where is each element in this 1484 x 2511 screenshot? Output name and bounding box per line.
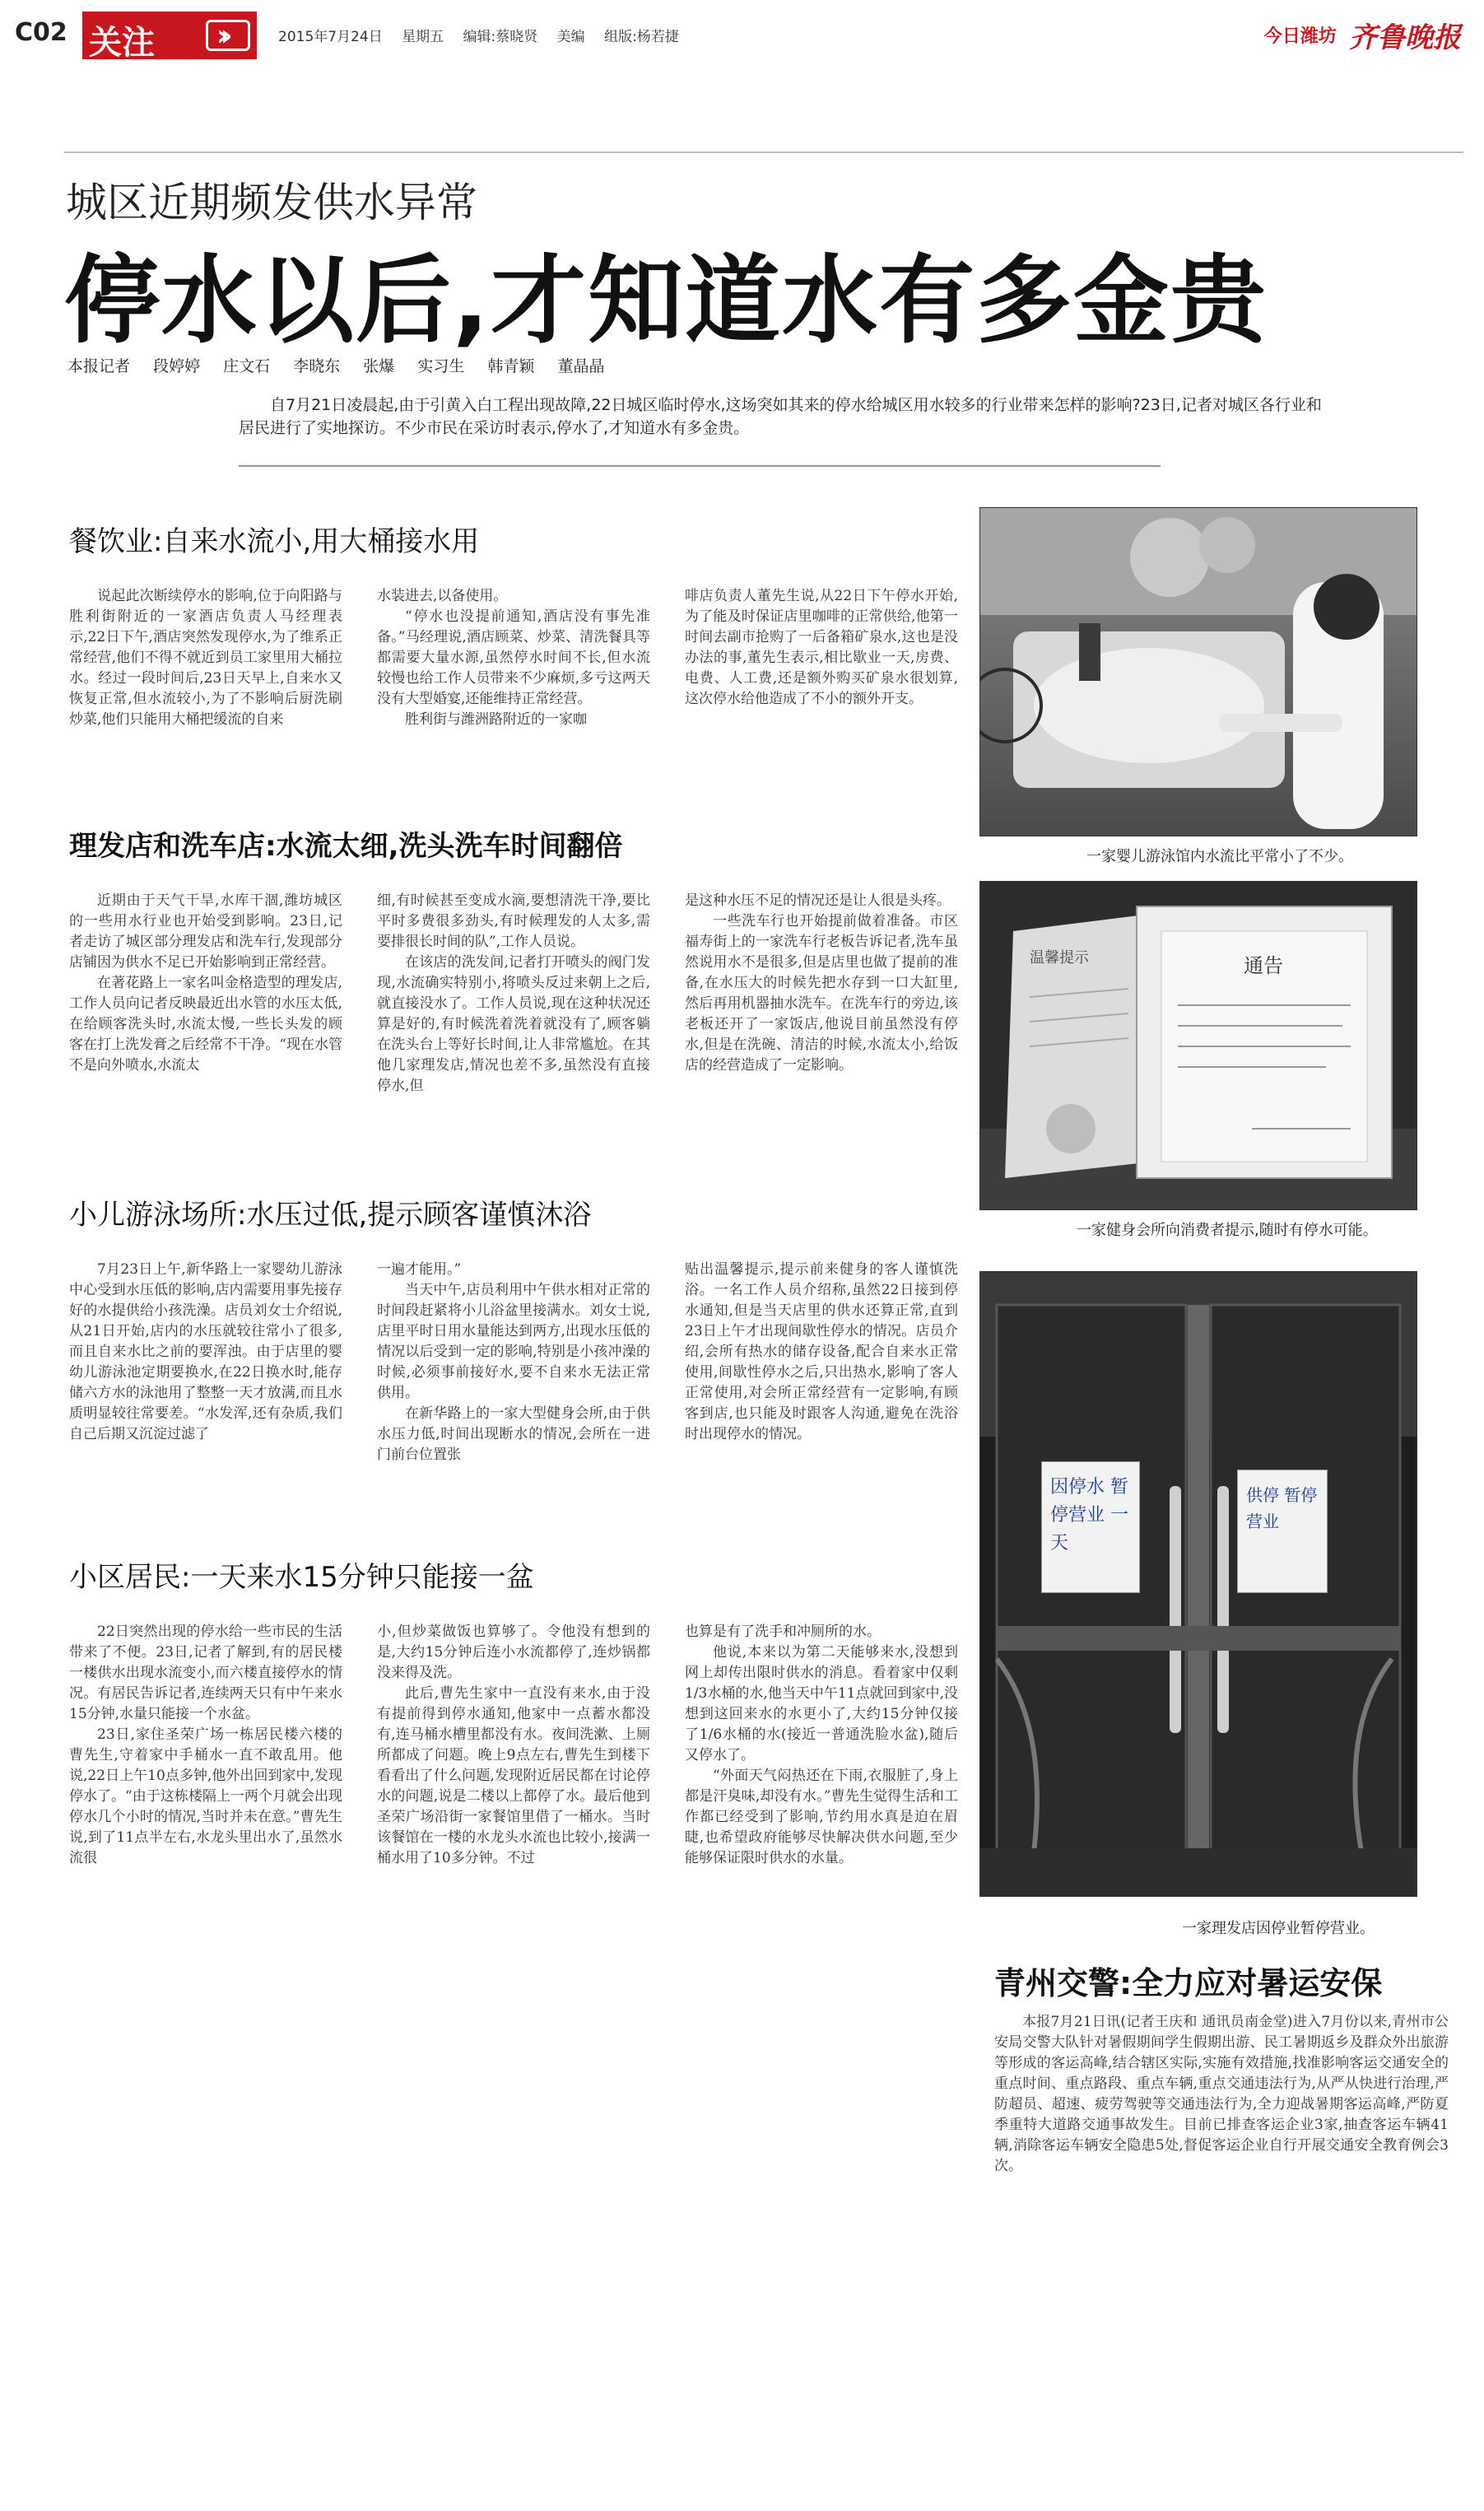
byline-name: 庄文石 (223, 357, 271, 375)
section-body-swimming (69, 1260, 958, 1465)
paragraph: 一遍才能用。” (377, 1261, 462, 1278)
photo-image (980, 508, 1417, 836)
photo-swimming-pool-sink (979, 507, 1417, 836)
section-heading-residents: 小区居民:一天来水15分钟只能接一盆 (69, 1561, 534, 1594)
photo-image (980, 882, 1417, 1210)
paragraph: 胜利街与潍洲路附近的一家咖 (405, 711, 587, 728)
lede-divider (239, 465, 1161, 467)
section-banner (82, 12, 257, 62)
byline-name: 韩青颖 (487, 357, 535, 375)
page-number: C02 (15, 18, 67, 47)
text-column (377, 586, 650, 730)
paragraph: 当天中午,店员利用中午供水相对正常的时间段赶紧将小儿浴盆里接满水。刘女士说,店里平时日用水量能达到两方,出现水压低的情况以后受到一定的影响,特别是小孩冲澡的时候,必须事前接好水,要不自来水无法正常供用。 (377, 1282, 650, 1401)
photo-caption: 一家理发店因停业暂停营业。 (1182, 1920, 1375, 1937)
text-column (685, 1260, 958, 1465)
brief-headline: 青州交警:全力应对暑运安保 (994, 1965, 1383, 2001)
text-column (377, 1260, 650, 1465)
paragraph: 近期由于天气干旱,水库干涸,潍坊城区的一些用水行业也开始受到影响。23日,记者走访了城区部分理发店和洗车行,发现部分店铺因为供水不足已开始影响到正常经营。 (69, 892, 342, 971)
issue-art-editor: 美编 (556, 29, 585, 45)
notice-sign-title: 通告 (1244, 954, 1283, 977)
paragraph: 贴出温馨提示,提示前来健身的客人谨慎洗浴。一名工作人员介绍称,虽然22日接到停水通知,但是当天店里的供水还算正常,直到23日上午才出现间歇性停水的情况。店员介绍,会所有热水的储存设备,配合自来水正常使用,间歇性停水之后,只出热水,影响了客人正常使用,对会所正常经营有一定影响,有顾客到店,也只能及时跟客人沟通,避免在洗浴时出现停水的情况。 (685, 1261, 958, 1442)
text-column (69, 586, 342, 730)
brief-body: 本报7月21日讯(记者王庆和 通讯员南金堂)进入7月份以来,青州市公安局交警大队针对暑假期间学生假期出游、民工暑期返乡及群众外出旅游等形成的客运高峰,结合辖区实际,实施有效措施,找准影响客运交通安全的重点时间、重点路段、重点车辆,重点交通违法行为,从严从快进行治理,严防超员、超速、疲劳驾驶等交通违法行为,全力迎战暑期客运高峰,严防夏季重特大道路交通事故发生。目前已排查客运企业3家,抽查客运车辆41辆,消除客运车辆安全隐患5处,督促客运企业自行开展交通安全教育例会3次。 (994, 2014, 1449, 2174)
section-heading-catering: 餐饮业:自来水流小,用大桶接水用 (69, 525, 480, 558)
issue-editor: 编辑:蔡晓贤 (463, 29, 538, 45)
paragraph: 一些洗车行也开始提前做着准备。市区福寿街上的一家洗车行老板告诉记者,洗车虽然说用水不是很多,但是店里也做了提前的准备,在水压大的时候先把水存到一口大缸里,然后再用机器抽水洗车。在洗车行的旁边,该老板还开了一家饭店,他说目前虽然没有停水,但是在洗碗、清洁的时候,水流太小,给饭店的经营造成了一定影响。 (685, 913, 958, 1074)
text-column (377, 891, 650, 1097)
paragraph: 在该店的洗发间,记者打开喷头的阀门发现,水流确实特别小,将喷头反过来朝上之后,就直接没水了。工作人员说,现在这种状况还算是好的,有时候洗着洗着就没有了,顾客躺在洗头台上等好长时间,让人非常尴尬。在其他几家理发店,情况也差不多,虽然没有直接停水,但 (377, 954, 650, 1094)
paragraph: 此后,曹先生家中一直没有来水,由于没有提前得到停水通知,他家中一点蓄水都没有,连马桶水槽里都没有水。夜间洗漱、上厕所都成了问题。晚上9点左右,曹先生到楼下看看出了什么问题,发现附近居民都在讨论停水的问题,说是二楼以上都停了水。最后他到圣荣广场沿街一家餐馆里借了一桶水。当时该餐馆在一楼的水龙头水流也比较小,接满一桶水用了10多分钟。不过 (377, 1685, 650, 1866)
issue-date: 2015年7月24日 (278, 29, 383, 45)
section-heading-barber-carwash: 理发店和洗车店:水流太细,洗头洗车时间翻倍 (69, 830, 623, 863)
article-byline (67, 354, 622, 376)
byline-name: 实习生 (417, 357, 465, 375)
paragraph: “停水也没提前通知,酒店没有事先准备。”马经理说,酒店顾菜、炒菜、清洗餐具等都需要大量水源,虽然停水时间不长,但水流较慢也给工作人员带来不少麻烦,多亏这两天没有大型婚宴,还能维持正常经营。 (377, 608, 650, 707)
byline-name: 本报记者 (67, 357, 131, 375)
paragraph: 小,但炒菜做饭也算够了。令他没有想到的是,大约15分钟后连小水流都停了,连炒锅都没来得及洗。 (377, 1624, 650, 1681)
paper-brand (1264, 15, 1461, 55)
paragraph: 水装进去,以备使用。 (377, 588, 508, 604)
photo-caption: 一家婴儿游泳馆内水流比平常小了不少。 (1086, 848, 1353, 865)
section-heading-swimming: 小儿游泳场所:水压过低,提示顾客谨慎沐浴 (69, 1199, 592, 1232)
paper-logo: 齐鲁晚报 (1349, 21, 1461, 54)
byline-name: 李晓东 (293, 357, 341, 375)
text-column (69, 1260, 342, 1465)
paragraph: 22日突然出现的停水给一些市民的生活带来了不便。23日,记者了解到,有的居民楼一楼供水出现水流变小,而六楼直接停水的情况。有居民告诉记者,连续两天只有中午来水15分钟,水量只能接一个水盆。 (69, 1624, 342, 1722)
article-lede: 自7月21日凌晨起,由于引黄入白工程出现故障,22日城区临时停水,这场突如其来的停水给城区用水较多的行业带来怎样的影响?23日,记者对城区各行业和居民进行了实地探访。不少市民在采访时表示,停水了,才知道水有多金贵。 (239, 396, 1322, 437)
article-kicker: 城区近期频发供水异常 (66, 179, 477, 226)
paragraph: 7月23日上午,新华路上一家婴幼儿游泳中心受到水压低的影响,店内需要用事先接存好的水提供给小孩洗澡。店员刘女士介绍说,从21日开始,店内的水压就较往常小了很多,而且自来水比之前的要浑浊。由于店里的婴幼儿游泳池定期要换水,在22日换水时,能存储六方水的泳池用了整整一天才放满,而且水质明显较往常要差。“水发浑,还有杂质,我们自己后期又沉淀过滤了 (69, 1261, 342, 1442)
photo-caption: 一家健身会所向消费者提示,随时有停水可能。 (1077, 1222, 1378, 1239)
paragraph: 说起此次断续停水的影响,位于向阳路与胜利街附近的一家酒店负责人马经理表示,22日下午,酒店突然发现停水,为了维系正常经营,他们不得不就近到员工家里用大桶拉水。经过一段时间后,23日天早上,自来水又恢复正常,但水流较小,为了不影响后厨洗刷炒菜,他们只能用大桶把缓流的自来 (69, 588, 342, 728)
paragraph: 在著花路上一家名叫金格造型的理发店,工作人员向记者反映最近出水管的水压太低,在给顾客洗头时,水流太慢,一些长头发的顾客在打上洗发膏之后经常不干净。“现在水管不是向外喷水,水流太 (69, 975, 342, 1074)
paragraph: 啡店负责人董先生说,从22日下午停水开始,为了能及时保证店里咖啡的正常供给,他第一时间去副市抢购了一后备箱矿泉水,这也是没办法的事,董先生表示,相比歇业一天,房费、电费、人工费,还是额外购买矿泉水很划算,这次停水给他造成了不小的额外开支。 (685, 588, 958, 707)
text-column (685, 891, 958, 1097)
text-column (685, 1622, 958, 1869)
paragraph: 是这种水压不足的情况还是让人很是头疼。 (685, 892, 951, 909)
paragraph: 细,有时候甚至变成水滴,要想清洗干净,要比平时多费很多劲头,有时候理发的人太多,需要排很长时间的队”,工作人员说。 (377, 892, 650, 950)
text-column (69, 891, 342, 1097)
closure-note-right: 供停 暂停 营业 (1237, 1470, 1328, 1593)
photo-barbershop-door (979, 1271, 1417, 1897)
photo-gym-notice (979, 881, 1417, 1210)
section-body-residents (69, 1622, 958, 1869)
section-body-catering (69, 586, 958, 730)
issue-info (278, 25, 694, 45)
issue-layout: 组版:杨若捷 (604, 29, 679, 45)
paragraph: 他说,本来以为第二天能够来水,没想到网上却传出限时供水的消息。看着家中仅剩1/3水桶的水,他当天中午11点就回到家中,没想到这回来水的水更小了,大约15分钟仅接了1/6水桶的水(接近一普通洗脸水盆),随后又停水了。 (685, 1644, 958, 1763)
brand-tag: 今日潍坊 (1263, 26, 1337, 47)
paragraph: “外面天气闷热还在下雨,衣服脏了,身上都是汗臭味,却没有水。”曹先生觉得生活和工作都已经受到了影响,节约用水真是迫在眉睫,也希望政府能够尽快解决供水问题,至少能够保证限时供水的水量。 (685, 1768, 958, 1866)
byline-name: 张爆 (363, 357, 395, 375)
text-column (685, 586, 958, 730)
closure-note-left: 因停水 暂停营业 一天 (1041, 1461, 1140, 1593)
header-divider (64, 151, 1463, 153)
byline-name: 董晶晶 (557, 357, 605, 375)
paragraph: 在新华路上的一家大型健身会所,由于供水压力低,时间出现断水的情况,会所在一进门前台位置张 (377, 1405, 650, 1463)
article-headline: 停水以后,才知道水有多金贵 (64, 245, 1268, 356)
section-name: 关注 (89, 24, 155, 62)
double-chevron-icon: ›› (206, 20, 250, 51)
notice-sign-note: 温馨提示 (1030, 949, 1089, 967)
section-body-barber-carwash (69, 891, 958, 1097)
paragraph: 也算是有了洗手和冲厕所的水。 (685, 1624, 881, 1640)
byline-name: 段婷婷 (153, 357, 201, 375)
text-column (69, 1622, 342, 1869)
paragraph: 23日,家住圣荣广场一栋居民楼六楼的曹先生,守着家中手桶水一直不敢乱用。他说,22日上午10点多钟,他外出回到家中,发现停水了。“由于这栋楼隔上一两个月就会出现停水几个小时的情况,当时并未在意。”曹先生说,到了11点半左右,水龙头里出水了,虽然水流很 (69, 1726, 342, 1866)
text-column (377, 1622, 650, 1869)
masthead (0, 0, 1484, 66)
issue-weekday: 星期五 (402, 29, 444, 45)
